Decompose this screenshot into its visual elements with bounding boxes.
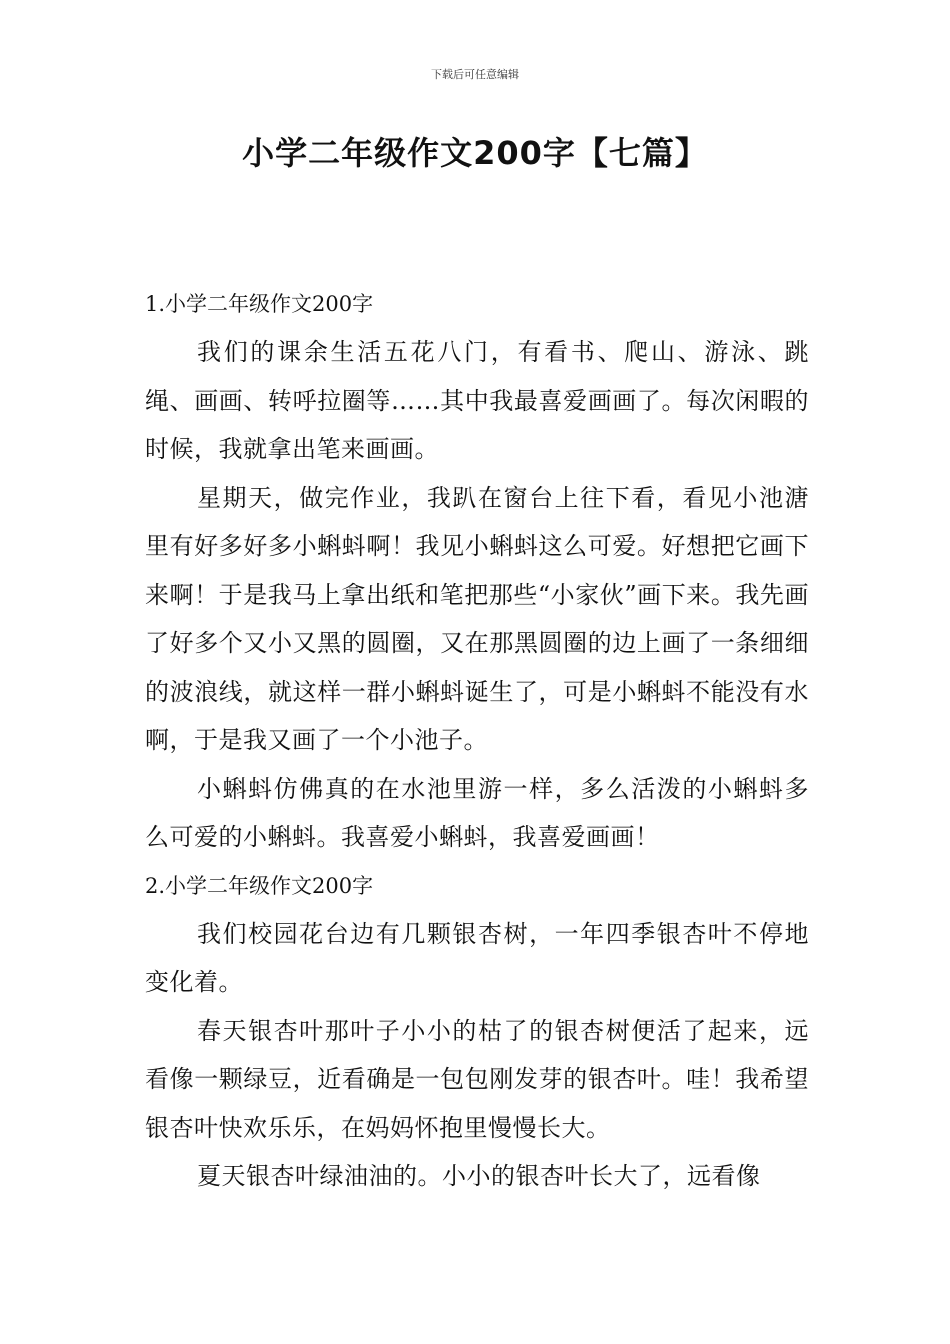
paragraph: 星期天，做完作业，我趴在窗台上往下看，看见小池溏里有好多好多小蝌蚪啊！我见小蝌蚪这么可爱。好想把它画下来啊！于是我马上拿出纸和笔把那些“小家伙”画下来。我先画了好多个又小又黑的圆圈，又在那黑圆圈的边上画了一条细细的波浪线，就这样一群小蝌蚪诞生了，可是小蝌蚪不能没有水啊，于是我又画了一个小池子。: [145, 483, 809, 754]
paragraph: 小蝌蚪仿佛真的在水池里游一样，多么活泼的小蝌蚪多么可爱的小蝌蚪。我喜爱小蝌蚪，我喜爱画画！: [145, 774, 809, 851]
paragraph: 夏天银杏叶绿油油的。小小的银杏叶长大了，远看像: [197, 1162, 761, 1190]
header-note: 下载后可任意编辑: [431, 68, 519, 81]
section-heading: 1.小学二年级作文200字: [145, 292, 374, 316]
paragraph: 我们的课余生活五花八门，有看书、爬山、游泳、跳绳、画画、转呼拉圈等……其中我最喜爱画画了。每次闲暇的时候，我就拿出笔来画画。: [145, 338, 809, 463]
paragraph: 春天银杏叶那叶子小小的枯了的银杏树便活了起来，远看像一颗绿豆，近看确是一包包刚发芽的银杏叶。哇！我希望银杏叶快欢乐乐，在妈妈怀抱里慢慢长大。: [145, 1016, 809, 1142]
section-heading: 2.小学二年级作文200字: [145, 873, 374, 898]
essay-section-2: [145, 862, 809, 1201]
document-body: [145, 280, 809, 1201]
document-title: 小学二年级作文200字【七篇】: [242, 134, 708, 172]
essay-section-1: [145, 280, 809, 862]
paragraph: 我们校园花台边有几颗银杏树，一年四季银杏叶不停地变化着。: [145, 919, 809, 996]
